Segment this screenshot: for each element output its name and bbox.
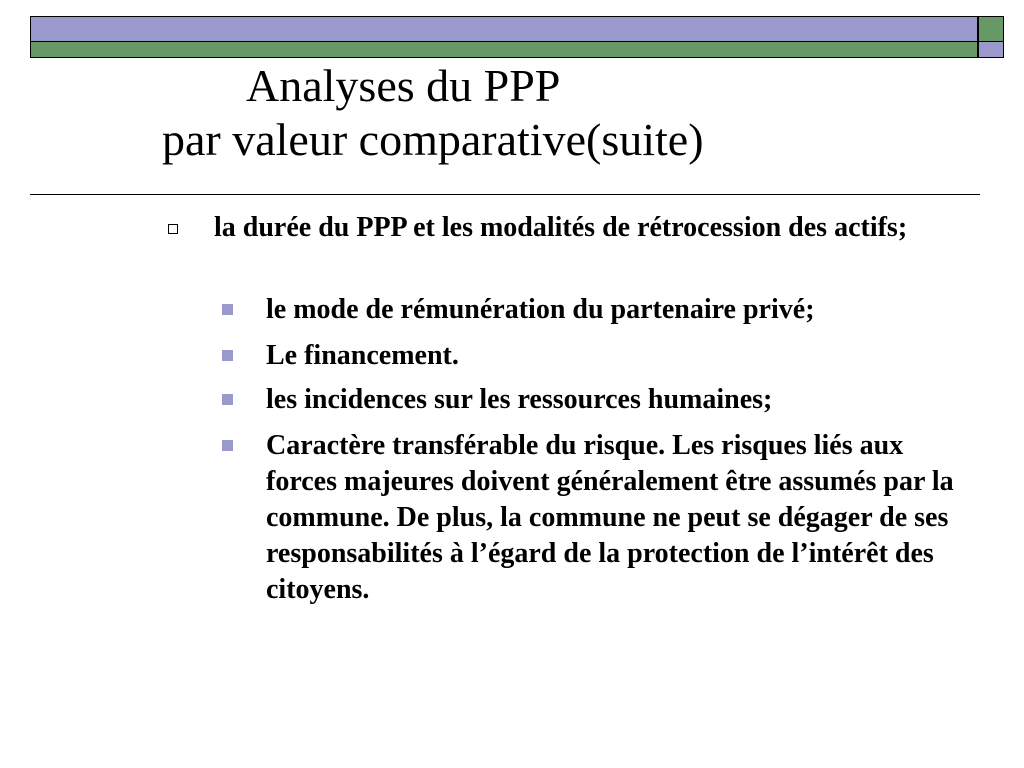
slide-title-line2: par valeur comparative(suite) xyxy=(162,114,704,165)
bullet-item-level2: Le financement. xyxy=(266,340,459,371)
hollow-square-bullet-icon xyxy=(168,224,178,234)
slide-title-line1: Analyses du PPP xyxy=(246,60,561,111)
filled-square-bullet-icon xyxy=(222,440,233,451)
header-band-top xyxy=(30,16,978,42)
title-divider xyxy=(30,194,980,195)
bullet-item-level2: Caractère transférable du risque. Les risques liés aux forces majeures doivent généralement être assumés par la commune. De plus, la commune ne peut se dégager de ses responsabilités à l’égard de la protection de l’intérêt des citoyens. xyxy=(266,430,954,605)
bullet-item-level2: le mode de rémunération du partenaire privé; xyxy=(266,294,815,325)
corner-square-bottom xyxy=(978,42,1004,58)
filled-square-bullet-icon xyxy=(222,304,233,315)
bullet-item-level1: la durée du PPP et les modalités de rétrocession des actifs; xyxy=(214,212,908,243)
bullet-item-level2: les incidences sur les ressources humaines; xyxy=(266,384,773,415)
header-band-bottom xyxy=(30,42,978,58)
filled-square-bullet-icon xyxy=(222,350,233,361)
corner-square-top xyxy=(978,16,1004,42)
filled-square-bullet-icon xyxy=(222,394,233,405)
